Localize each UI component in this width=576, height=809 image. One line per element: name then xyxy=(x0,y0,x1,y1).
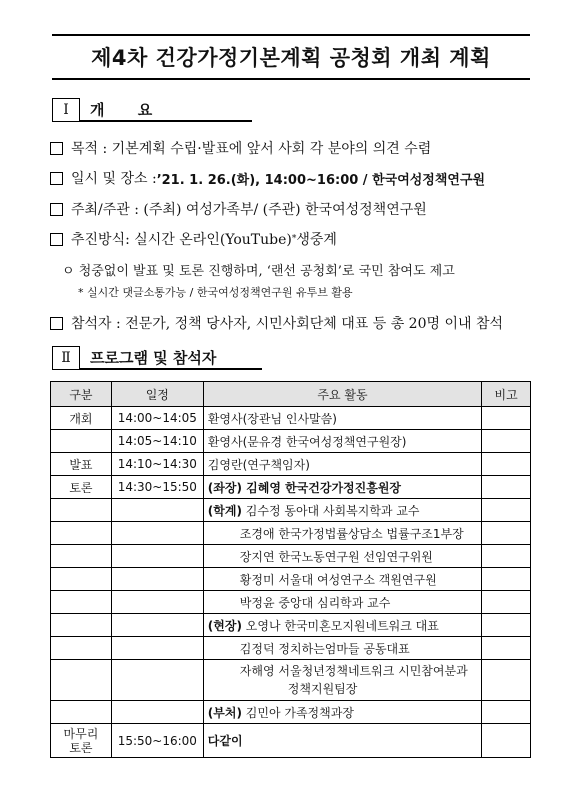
row-time xyxy=(111,660,203,701)
row-time: 14:30~15:50 xyxy=(111,476,203,499)
row-category: 발표 xyxy=(51,453,112,476)
checkbox-square-icon xyxy=(50,172,63,185)
row-remarks xyxy=(482,453,531,476)
row-time xyxy=(111,591,203,614)
checkbox-square-icon xyxy=(50,142,63,155)
row-category xyxy=(51,545,112,568)
table-row xyxy=(51,476,531,499)
item-date-place: 일시 및 장소 : ’21. 1. 26.(화), 14:00~16:00 / 한국여성정책연구원 xyxy=(50,168,485,188)
row-activity: 자해영 서울청년정책네트워크 시민참여분과 정책지원팀장 xyxy=(203,660,481,701)
header-remarks: 비고 xyxy=(482,382,531,407)
row-activity: 환영사(문유경 한국여성정책연구원장) xyxy=(203,430,481,453)
table-row xyxy=(51,545,531,568)
row-time: 14:05~14:10 xyxy=(111,430,203,453)
row-remarks xyxy=(482,499,531,522)
document-title: 제4차 건강가정기본계획 공청회 개최 계획 xyxy=(52,34,530,80)
row-remarks xyxy=(482,407,531,430)
method-detail: ㅇ 청중없이 발표 및 토론 진행하며, ‘랜선 공청회’로 국민 참여도 제고 xyxy=(62,264,455,279)
checkbox-square-icon xyxy=(50,203,63,216)
row-time xyxy=(111,637,203,660)
row-time xyxy=(111,701,203,724)
section-header-program xyxy=(52,346,262,370)
row-remarks xyxy=(482,568,531,591)
row-remarks xyxy=(482,545,531,568)
row-remarks xyxy=(482,522,531,545)
row-activity: 장지연 한국노동연구원 선임연구위원 xyxy=(203,545,481,568)
row-time xyxy=(111,522,203,545)
table-row xyxy=(51,637,531,660)
row-category: 개회 xyxy=(51,407,112,430)
row-category: 마무리 토론 xyxy=(51,724,112,758)
table-header-row xyxy=(51,382,531,407)
section-header-overview xyxy=(52,98,252,122)
checkbox-square-icon xyxy=(50,233,63,246)
row-time xyxy=(111,499,203,522)
row-activity: 김정덕 정치하는엄마들 공동대표 xyxy=(203,637,481,660)
method-note: * 실시간 댓글소통가능 / 한국여성정책연구원 유투브 활용 xyxy=(78,286,353,299)
row-activity: (좌장) 김혜영 한국건강가정진흥원장 xyxy=(203,476,481,499)
row-time: 15:50~16:00 xyxy=(111,724,203,758)
row-remarks xyxy=(482,701,531,724)
row-remarks xyxy=(482,591,531,614)
table-row xyxy=(51,614,531,637)
header-activity: 주요 활동 xyxy=(203,382,481,407)
row-activity: 황정미 서울대 여성연구소 객원연구원 xyxy=(203,568,481,591)
table-row xyxy=(51,724,531,758)
section-number: Ⅱ xyxy=(52,346,80,370)
row-time xyxy=(111,568,203,591)
row-remarks xyxy=(482,637,531,660)
item-purpose: 목적 : 기본계획 수립·발표에 앞서 사회 각 분야의 의견 수렴 xyxy=(50,138,431,158)
row-remarks xyxy=(482,614,531,637)
row-category xyxy=(51,701,112,724)
row-remarks xyxy=(482,476,531,499)
row-time: 14:00~14:05 xyxy=(111,407,203,430)
row-category xyxy=(51,591,112,614)
row-remarks xyxy=(482,724,531,758)
row-activity: 박정윤 중앙대 심리학과 교수 xyxy=(203,591,481,614)
row-category xyxy=(51,522,112,545)
table-row xyxy=(51,568,531,591)
row-category: 토론 xyxy=(51,476,112,499)
row-activity: 다같이 xyxy=(203,724,481,758)
row-category xyxy=(51,430,112,453)
row-time: 14:10~14:30 xyxy=(111,453,203,476)
program-table xyxy=(50,381,531,758)
row-category xyxy=(51,614,112,637)
table-row xyxy=(51,453,531,476)
row-category xyxy=(51,637,112,660)
section-title: 개 요 xyxy=(80,98,252,122)
row-category xyxy=(51,499,112,522)
row-category xyxy=(51,568,112,591)
row-activity: (학계) 김수정 동아대 사회복지학과 교수 xyxy=(203,499,481,522)
row-time xyxy=(111,545,203,568)
checkbox-square-icon xyxy=(50,317,63,330)
table-row xyxy=(51,522,531,545)
item-host: 주최/주관 : (주최) 여성가족부/ (주관) 한국여성정책연구원 xyxy=(50,199,427,219)
section-title: 프로그램 및 참석자 xyxy=(80,346,262,370)
row-activity: 조경애 한국가정법률상담소 법률구조1부장 xyxy=(203,522,481,545)
row-time xyxy=(111,614,203,637)
table-row xyxy=(51,499,531,522)
table-row xyxy=(51,430,531,453)
item-method: 추진방식: 실시간 온라인(YouTube) * 생중계 xyxy=(50,229,337,249)
row-activity: 환영사(장관님 인사말씀) xyxy=(203,407,481,430)
row-activity: (현장) 오영나 한국미혼모지원네트워크 대표 xyxy=(203,614,481,637)
item-participants: 참석자 : 전문가, 정책 당사자, 시민사회단체 대표 등 총 20명 이내 참석 xyxy=(50,313,503,333)
row-activity: 김영란(연구책임자) xyxy=(203,453,481,476)
row-activity: (부처) 김민아 가족정책과장 xyxy=(203,701,481,724)
table-row xyxy=(51,591,531,614)
row-remarks xyxy=(482,660,531,701)
row-remarks xyxy=(482,430,531,453)
table-row xyxy=(51,660,531,701)
table-row xyxy=(51,701,531,724)
header-category: 구분 xyxy=(51,382,112,407)
row-category xyxy=(51,660,112,701)
header-schedule: 일정 xyxy=(111,382,203,407)
section-number: Ⅰ xyxy=(52,98,80,122)
table-row xyxy=(51,407,531,430)
